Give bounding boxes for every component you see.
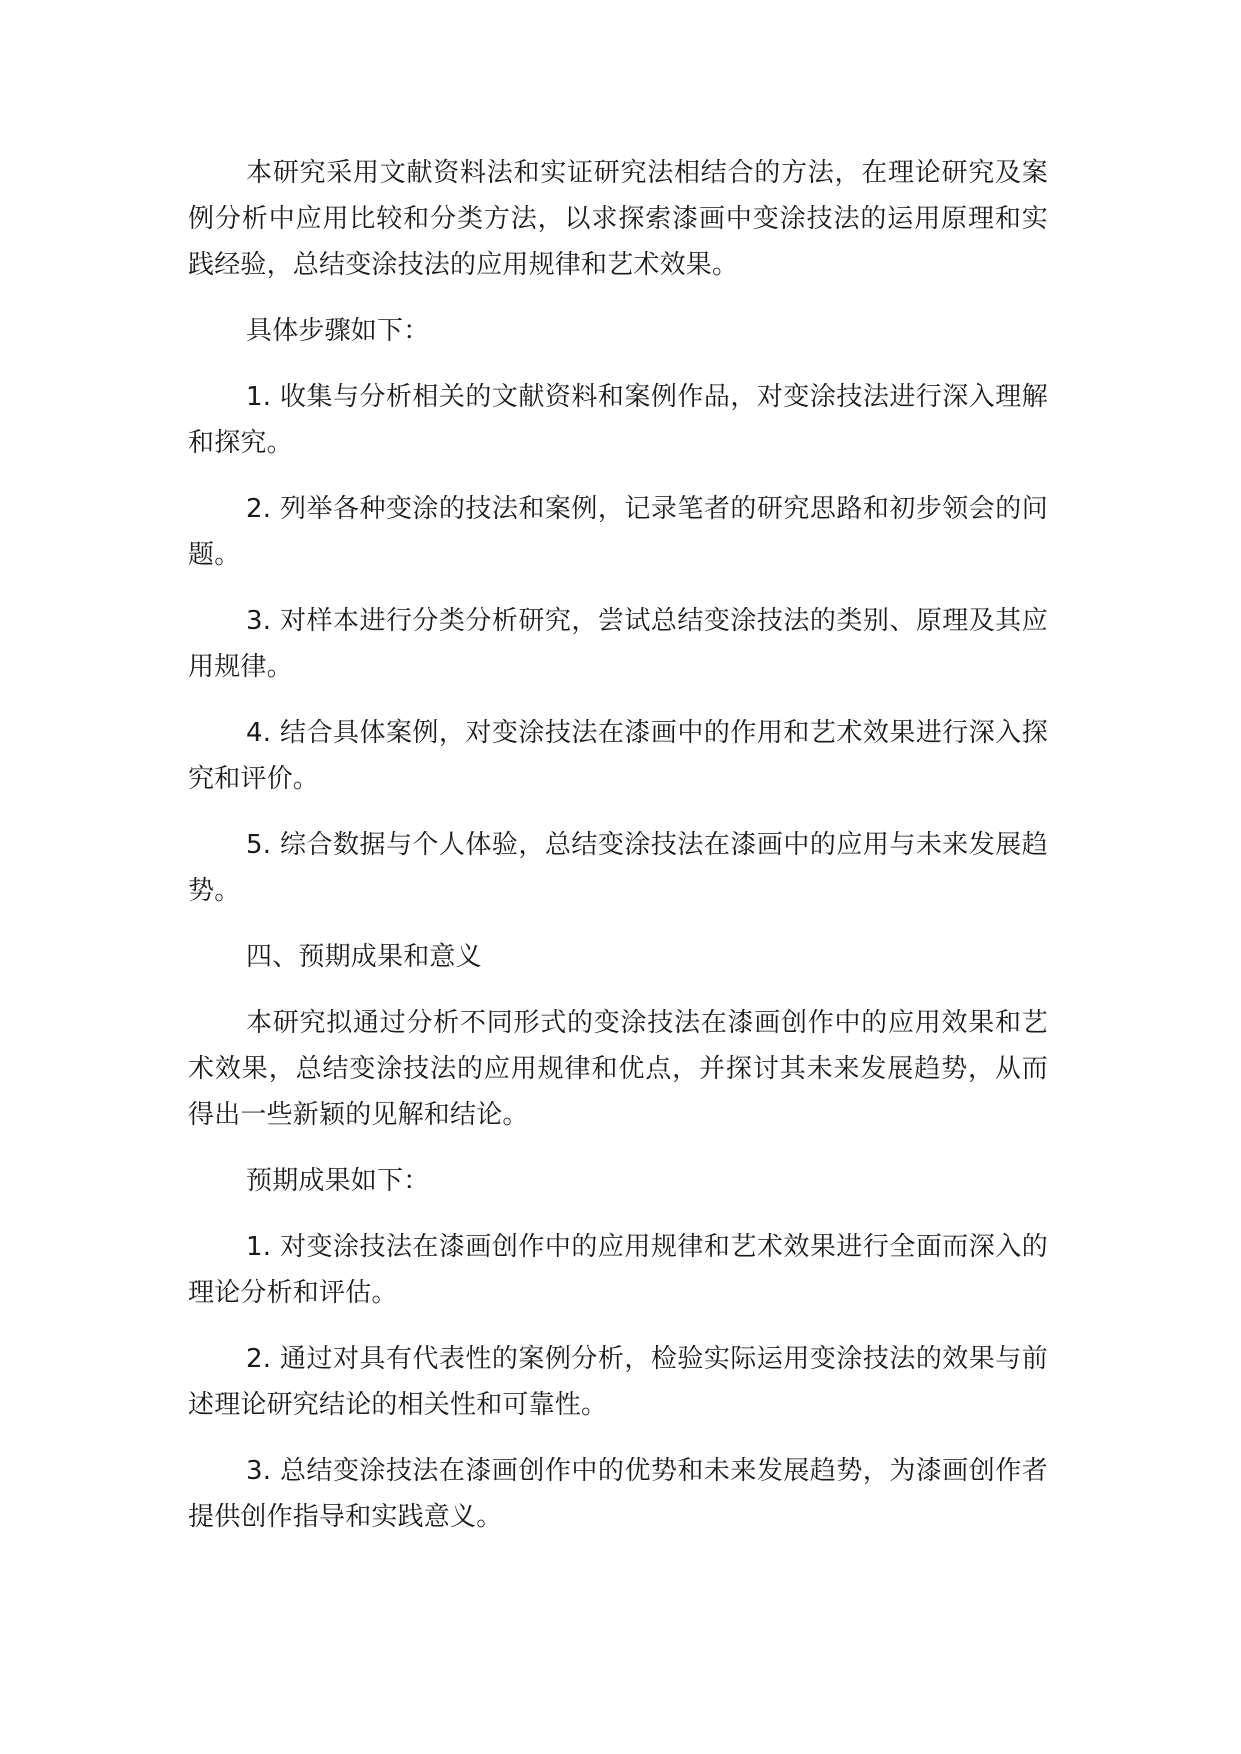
- paragraph-step-3: 3. 对样本进行分类分析研究，尝试总结变涂技法的类别、原理及其应用规律。: [188, 606, 1048, 682]
- paragraph-outcome-1: 1. 对变涂技法在漆画创作中的应用规律和艺术效果进行全面而深入的理论分析和评估。: [188, 1232, 1048, 1308]
- paragraph-expected-intro: 本研究拟通过分析不同形式的变涂技法在漆画创作中的应用效果和艺术效果，总结变涂技法的应用规律和优点，并探讨其未来发展趋势，从而得出一些新颖的见解和结论。: [188, 1008, 1048, 1130]
- paragraph-outcome-3: 3. 总结变涂技法在漆画创作中的优势和未来发展趋势，为漆画创作者提供创作指导和实践意义。: [188, 1456, 1048, 1532]
- paragraph-step-2: 2. 列举各种变涂的技法和案例，记录笔者的研究思路和初步领会的问题。: [188, 494, 1048, 570]
- section-heading: 四、预期成果和意义: [246, 942, 482, 972]
- document-page: [188, 150, 1048, 1560]
- paragraph-outcome-2: 2. 通过对具有代表性的案例分析，检验实际运用变涂技法的效果与前述理论研究结论的相关性和可靠性。: [188, 1344, 1048, 1420]
- paragraph-steps-intro: 具体步骤如下：: [246, 316, 430, 346]
- paragraph-outcomes-intro: 预期成果如下：: [246, 1166, 430, 1196]
- paragraph-step-5: 5. 综合数据与个人体验，总结变涂技法在漆画中的应用与未来发展趋势。: [188, 830, 1048, 906]
- paragraph-method: 本研究采用文献资料法和实证研究法相结合的方法，在理论研究及案例分析中应用比较和分类方法，以求探索漆画中变涂技法的运用原理和实践经验，总结变涂技法的应用规律和艺术效果。: [188, 158, 1048, 280]
- paragraph-step-4: 4. 结合具体案例，对变涂技法在漆画中的作用和艺术效果进行深入探究和评价。: [188, 718, 1048, 794]
- paragraph-step-1: 1. 收集与分析相关的文献资料和案例作品，对变涂技法进行深入理解和探究。: [188, 382, 1048, 458]
